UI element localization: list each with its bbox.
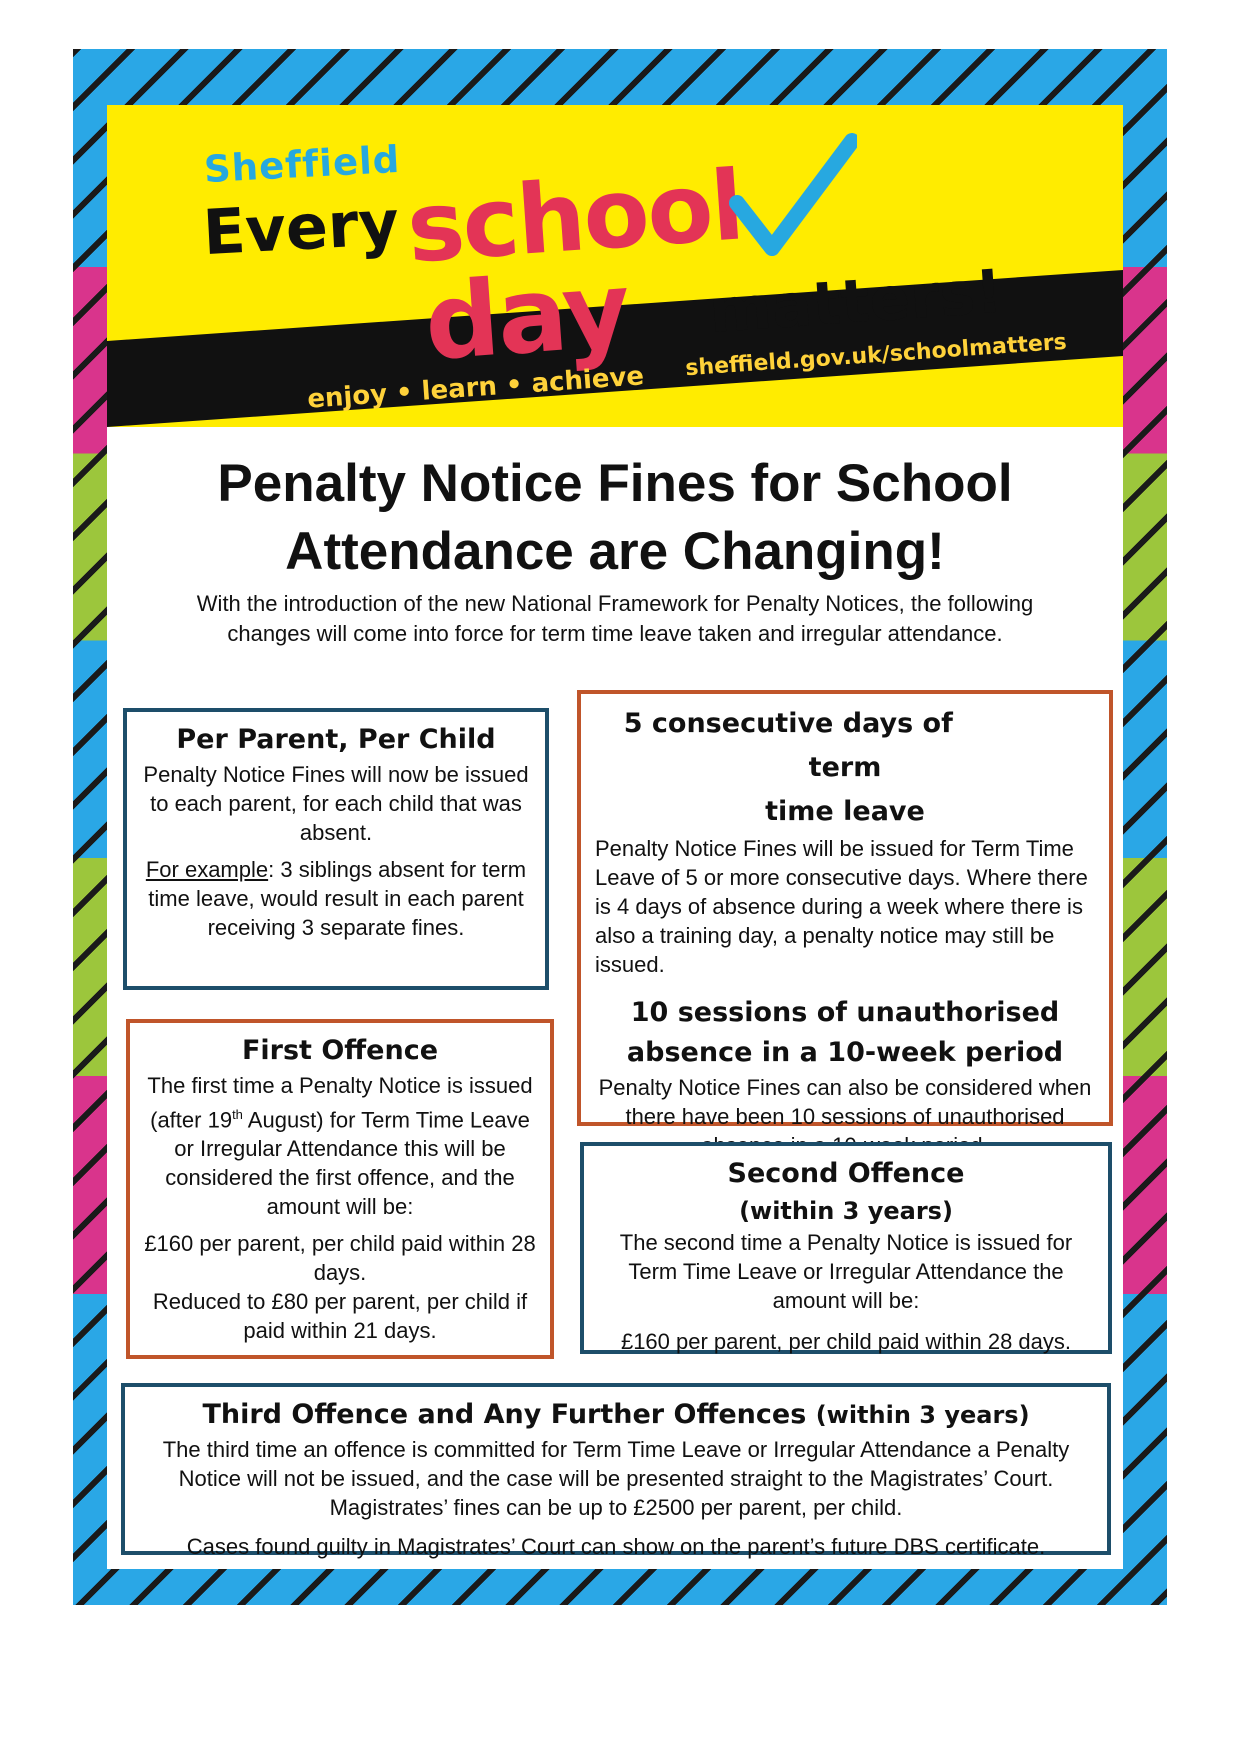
consecutive-heading-part2: term — [808, 752, 882, 783]
sessions-heading-line1: 10 sessions of unauthorised — [630, 997, 1060, 1028]
per-parent-example — [141, 855, 531, 942]
example-text: : 3 siblings absent for term time leave, would result in each parent receiving 3 separate fines. — [148, 857, 527, 940]
consecutive-heading — [595, 702, 1095, 834]
first-offence-heading: First Offence — [241, 1035, 439, 1066]
checkmark-icon — [727, 133, 857, 263]
third-offence-box — [121, 1383, 1111, 1559]
second-offence-heading: Second Offence — [727, 1158, 965, 1189]
sessions-heading-line2: absence in a 10-week period — [626, 1037, 1064, 1068]
third-offence-dbs: Cases found guilty in Magistrates’ Court can show on the parent’s future DBS certificate. — [186, 1534, 1046, 1559]
logo-sheffield: Sheffield — [203, 137, 402, 192]
first-offence-body-sup: th — [232, 1107, 243, 1122]
sessions-body: Penalty Notice Fines can also be considered when there have been 10 sessions of unauthorised — [598, 1075, 1092, 1129]
first-offence-body-part1: The first time a Penalty Notice is issued (after 19 — [147, 1073, 533, 1133]
first-offence-body-part2: August) for Term Time Leave or Irregular Attendance this will be considered the first offence, and the amount will be: — [165, 1107, 530, 1220]
per-parent-body: Penalty Notice Fines will now be issued to each parent, for each child that was absent. — [143, 762, 529, 845]
first-offence-reduced-text: Reduced to £80 per parent, per child if paid within 21 days. — [152, 1289, 528, 1344]
third-offence-heading — [139, 1395, 1093, 1435]
intro-line-1: With the introduction of the new National Framework for Penalty Notices, the following — [196, 591, 1034, 616]
logo-website: sheffield.gov.uk/schoolmatters — [684, 329, 1068, 382]
logo-day: day — [420, 248, 633, 384]
first-offence-amount — [144, 1229, 536, 1345]
third-offence-body: The third time an offence is committed for Term Time Leave or Irregular Attendance a Penalty Notice will not be issued, and the case will be presented straight to the Magistrates’ Court. Magistrates’ fines can be up to £2500 per parent, per child. — [162, 1437, 1070, 1520]
second-offence-subheading: (within 3 years) — [739, 1197, 953, 1225]
intro-text — [147, 589, 1083, 649]
logo-matters: matters! — [706, 256, 1005, 348]
per-parent-box — [123, 708, 549, 990]
consecutive-heading-part3: time leave — [765, 796, 925, 827]
intro-line-2: changes will come into force for term time leave taken and irregular attendance. — [227, 621, 1003, 646]
logo-every: Every — [201, 185, 401, 270]
second-offence-amount: £160 per parent, per child paid within 28 days. — [620, 1329, 1072, 1354]
first-offence-body — [144, 1071, 536, 1221]
consecutive-body: Penalty Notice Fines will be issued for Term Time Leave of 5 or more consecutive days. Where there is 4 days of absence during a week where there is also a training day, a penalty notice may still be issued. — [595, 836, 1088, 977]
title-line-1: Penalty Notice Fines for School — [217, 454, 1013, 513]
per-parent-heading: Per Parent, Per Child — [176, 724, 496, 755]
consecutive-days-box — [577, 690, 1113, 1129]
example-label: For example — [145, 857, 269, 882]
poster-content — [107, 105, 1123, 1569]
page-title — [107, 450, 1123, 586]
first-offence-box — [126, 1019, 554, 1359]
first-offence-amount-text: £160 per parent, per child paid within 28 days. — [144, 1231, 536, 1286]
poster-frame — [73, 49, 1167, 1605]
logo-school: school — [403, 149, 746, 285]
logo-tagline: enjoy • learn • achieve — [306, 361, 645, 415]
sessions-heading — [595, 993, 1095, 1073]
title-line-2: Attendance are Changing! — [285, 522, 945, 581]
logo-banner — [107, 105, 1123, 427]
second-offence-body: The second time a Penalty Notice is issued for Term Time Leave or Irregular Attendance the amount will be: — [619, 1230, 1073, 1313]
third-offence-heading-text: Third Offence and Any Further Offences — [202, 1399, 807, 1430]
second-offence-box — [580, 1142, 1112, 1354]
consecutive-heading-part1: 5 consecutive days of — [623, 708, 953, 739]
third-offence-heading-suffix: (within 3 years) — [815, 1401, 1030, 1429]
